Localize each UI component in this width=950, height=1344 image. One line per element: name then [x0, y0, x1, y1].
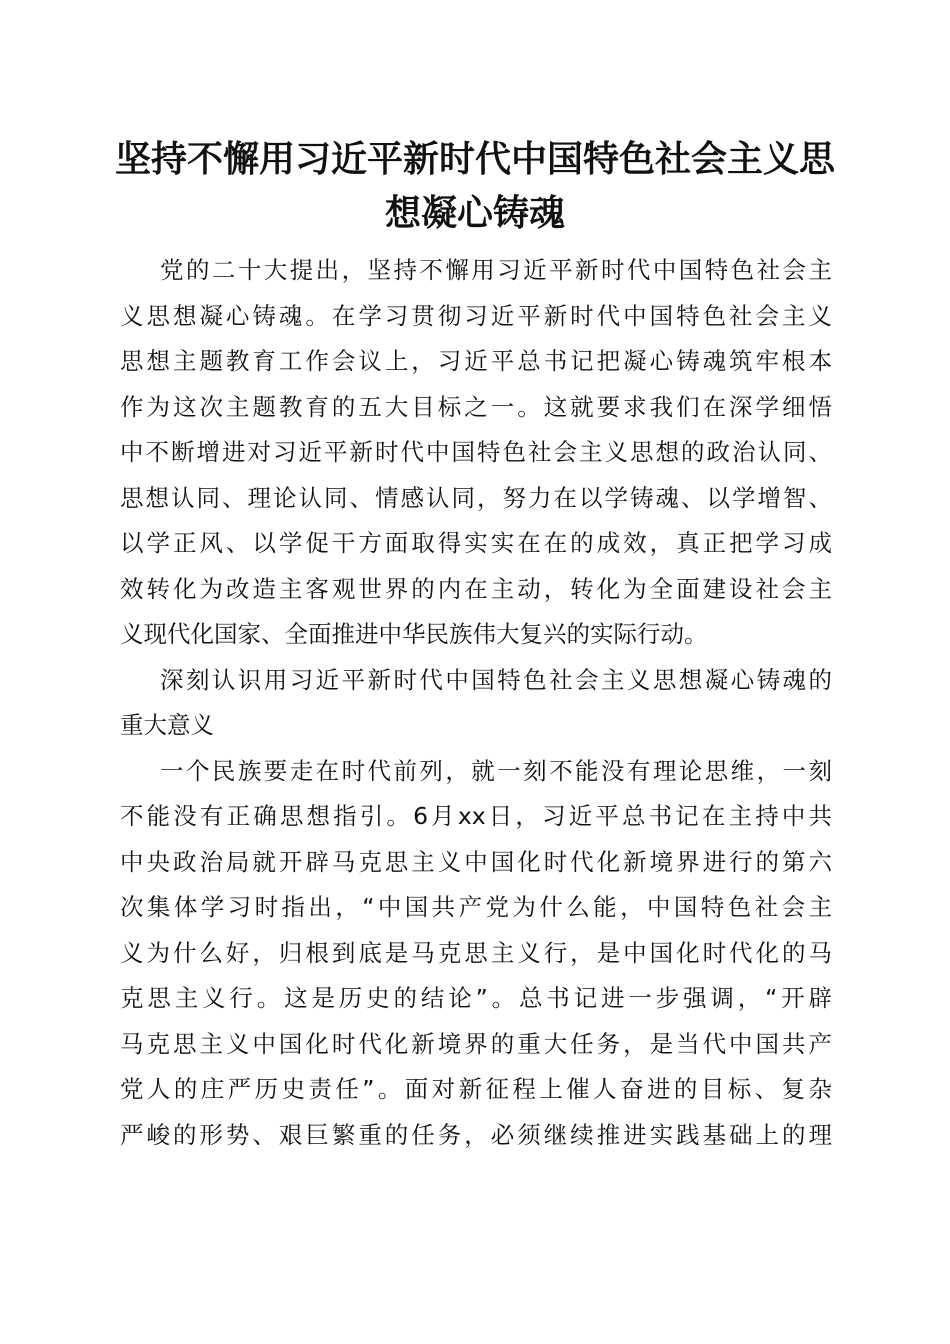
- text-line: 一个民族要走在时代前列，就一刻不能没有理论思维，一刻: [160, 756, 832, 785]
- document-body: [120, 248, 832, 1158]
- text-line: 马克思主义中国化时代化新境界的重大任务，是当代中国共产: [120, 1029, 832, 1058]
- paragraph-body: [120, 749, 832, 1159]
- text-line: 中不断增进对习近平新时代中国特色社会主义思想的政治认同、: [120, 438, 832, 466]
- text-line: 义现代化国家、全面推进中华民族伟大复兴的实际行动。: [120, 620, 708, 648]
- text-line: 严峻的形势、艰巨繁重的任务，必须继续推进实践基础上的理: [120, 1120, 832, 1149]
- text-line: 效转化为改造主客观世界的内在主动，转化为全面建设社会主: [120, 574, 832, 603]
- text-line: 深刻认识用习近平新时代中国特色社会主义思想凝心铸魂的: [160, 665, 832, 694]
- text-line: 党的二十大提出，坚持不懈用习近平新时代中国特色社会主: [160, 256, 832, 284]
- text-line: 思想认同、理论认同、情感认同，努力在以学铸魂、以学增智、: [120, 483, 832, 512]
- paragraph-intro: [120, 248, 832, 658]
- text-line: 党人的庄严历史责任”。面对新征程上催人奋进的目标、复杂: [120, 1075, 832, 1103]
- document-title: [110, 132, 840, 240]
- text-line: 不能没有正确思想指引。6月xx日，习近平总书记在主持中共: [120, 802, 832, 830]
- text-line: 义思想凝心铸魂。在学习贯彻习近平新时代中国特色社会主义: [120, 301, 832, 330]
- text-line: 作为这次主题教育的五大目标之一。这就要求我们在深学细悟: [120, 392, 832, 421]
- section-heading: [120, 658, 832, 749]
- title-line: 想凝心铸魂: [384, 192, 565, 234]
- text-line: 以学正风、以学促干方面取得实实在在的成效，真正把学习成: [120, 529, 832, 557]
- title-line: 坚持不懈用习近平新时代中国特色社会主义思: [114, 138, 835, 180]
- text-line: 克思主义行。这是历史的结论”。总书记进一步强调，“开辟: [120, 984, 832, 1012]
- text-line: 中央政治局就开辟马克思主义中国化时代化新境界进行的第六: [120, 847, 832, 876]
- text-line: 次集体学习时指出，“中国共产党为什么能，中国特色社会主: [120, 893, 832, 921]
- text-line: 重大意义: [120, 711, 214, 739]
- text-line: 思想主题教育工作会议上，习近平总书记把凝心铸魂筑牢根本: [120, 347, 832, 375]
- text-line: 义为什么好，归根到底是马克思主义行，是中国化时代化的马: [120, 938, 832, 967]
